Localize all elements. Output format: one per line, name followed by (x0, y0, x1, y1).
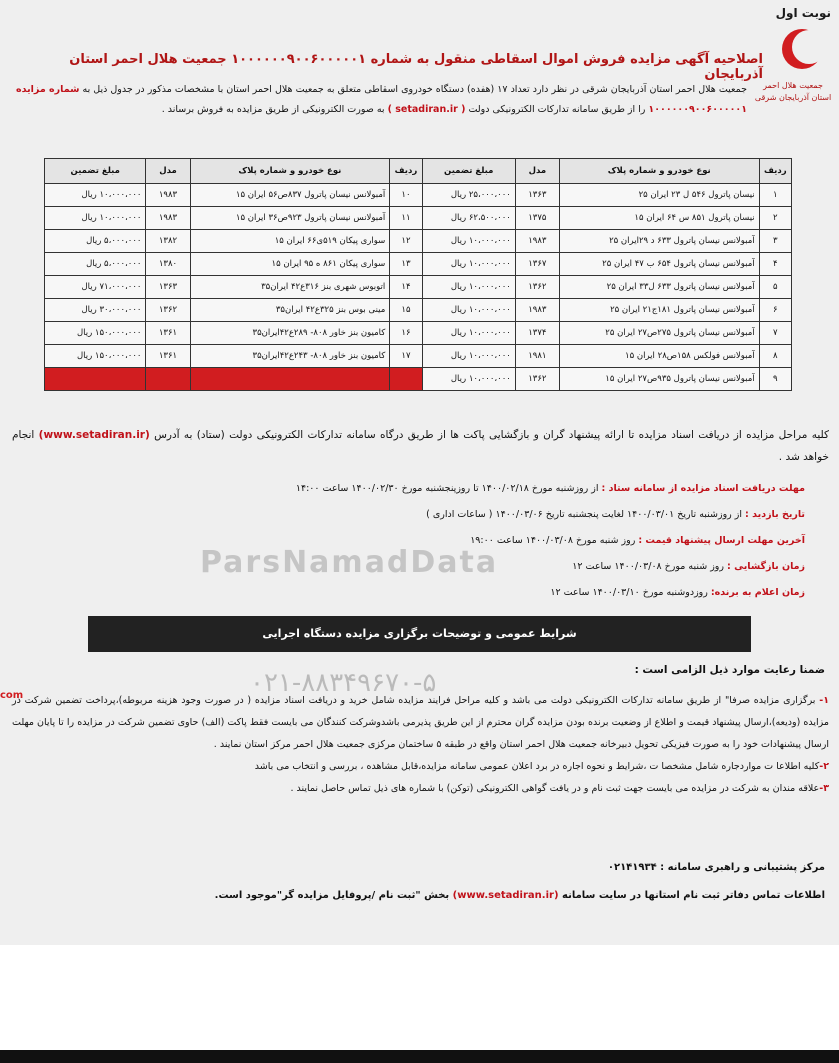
process-site-link[interactable]: (www.setadiran.ir) (38, 429, 150, 441)
footer-contact (215, 890, 825, 901)
vehicle-model: ۱۳۶۱ (146, 345, 190, 368)
footer-text-1: اطلاعات تماس دفاتر ثبت نام استانها در سایت سامانه (562, 890, 825, 901)
schedule-text: روز شنبه مورخ ۱۴۰۰/۰۳/۰۸ ساعت ۱۲ (572, 561, 724, 572)
empty-cell (45, 368, 146, 391)
conditions-banner: شرایط عمومی و توضیحات برگزاری مزایده دستگاه اجرایی (88, 616, 751, 652)
table-header-row (45, 159, 792, 184)
schedule-text: روزدوشنبه مورخ ۱۴۰۰/۰۳/۱۰ ساعت ۱۲ (550, 587, 708, 598)
table-row (45, 184, 792, 207)
schedule-text: از روزشنبه تاریخ ۱۴۰۰/۰۳/۰۱ لغایت پنجشنبه تاریخ ۱۴۰۰/۰۳/۰۶ ( ساعات اداری ) (426, 509, 742, 520)
footer-text-2: بخش "ثبت نام /پروفایل مزایده گر"موجود است. (214, 890, 450, 901)
vehicle-model: ۱۳۶۳ (146, 276, 190, 299)
row-number: ۶ (759, 299, 791, 322)
schedule-label: آخرین مهلت ارسال پیشنهاد قیمت : (638, 535, 805, 546)
red-crescent-logo-icon (771, 26, 833, 72)
setadiran-link[interactable]: ( setadiran.ir ) (387, 104, 466, 115)
row-number: ۱۷ (390, 345, 422, 368)
vehicle-name: نیسان پاترول ۵۴۶ ل ۲۳ ایران ۲۵ (559, 184, 759, 207)
deposit-amount: ۱۰،۰۰۰،۰۰۰ ریال (45, 184, 146, 207)
vehicle-name: آمبولانس نیسان پاترول ۶۵۴ ب ۴۷ ایران ۲۵ (559, 253, 759, 276)
empty-cell (190, 368, 390, 391)
process-paragraph (12, 424, 829, 468)
deposit-amount: ۱۰،۰۰۰،۰۰۰ ریال (422, 230, 515, 253)
vehicle-model: ۱۳۶۲ (515, 368, 559, 391)
deposit-amount: ۱۰،۰۰۰،۰۰۰ ریال (45, 207, 146, 230)
deposit-amount: ۱۰،۰۰۰،۰۰۰ ریال (422, 253, 515, 276)
row-number: ۹ (759, 368, 791, 391)
col-row-2: ردیف (390, 159, 422, 184)
deposit-amount: ۳۰،۰۰۰،۰۰۰ ریال (45, 299, 146, 322)
note-item: ۲-کلیه اطلاعا ت مواردجاره شامل مشخصا ت ،شرایط و نحوه اجاره در برد اعلان عمومی سامانه مزایده،قابل مشاهده ، بررسی و انتخاب می باشد (254, 761, 829, 772)
vehicle-model: ۱۹۸۳ (146, 207, 190, 230)
vehicle-model: ۱۹۸۱ (515, 345, 559, 368)
deposit-amount: ۷۱،۰۰۰،۰۰۰ ریال (45, 276, 146, 299)
vehicle-model: ۱۳۶۳ (515, 184, 559, 207)
insertion-label: نوبت اول (775, 6, 831, 20)
deposit-amount: ۱۰،۰۰۰،۰۰۰ ریال (422, 299, 515, 322)
col-model-1: مدل (515, 159, 559, 184)
col-vehicle-2: نوع خودرو و شماره پلاک (190, 159, 390, 184)
col-model-2: مدل (146, 159, 190, 184)
schedule-text: از روزشنبه مورخ ۱۴۰۰/۰۲/۱۸ تا روزپنجشنبه مورخ ۱۴۰۰/۰۲/۳۰ ساعت ۱۴:۰۰ (295, 483, 599, 494)
vehicle-model: ۱۳۸۲ (146, 230, 190, 253)
watermark-phone: ۰۲۱-۸۸۳۴۹۶۷۰-۵ (250, 668, 437, 698)
row-number: ۱۳ (390, 253, 422, 276)
schedule-label: تاریخ بازدید : (745, 509, 805, 520)
vehicle-name: آمبولانس نیسان پاترول ۲۷۵ص۲۷ ایران ۲۵ (559, 322, 759, 345)
deposit-amount: ۵،۰۰۰،۰۰۰ ریال (45, 230, 146, 253)
row-number: ۷ (759, 322, 791, 345)
schedule-label: مهلت دریافت اسناد مزایده از سامانه ستاد : (601, 483, 805, 494)
empty-cell (146, 368, 190, 391)
vehicle-name: آمبولانس نیسان پاترول ۹۳۵ص۲۷ ایران ۱۵ (559, 368, 759, 391)
vehicle-name: اتوبوس شهری بنز ۳۱۶ع۴۲ ایران۳۵ (190, 276, 390, 299)
vehicle-model: ۱۹۸۳ (146, 184, 190, 207)
vehicle-model: ۱۳۷۴ (515, 322, 559, 345)
vehicle-model: ۱۳۸۰ (146, 253, 190, 276)
table-row (45, 345, 792, 368)
deposit-amount: ۱۰،۰۰۰،۰۰۰ ریال (422, 368, 515, 391)
bottom-bar (0, 1050, 839, 1063)
row-number: ۱ (759, 184, 791, 207)
deposit-amount: ۱۰،۰۰۰،۰۰۰ ریال (422, 345, 515, 368)
table-row (45, 299, 792, 322)
notes-body (12, 690, 829, 800)
row-number: ۱۴ (390, 276, 422, 299)
vehicle-model: ۱۳۶۲ (146, 299, 190, 322)
note-item: ۳-علاقه مندان به شرکت در مزایده می بایست جهت ثبت نام و در یافت گواهی الکترونیکی (توکن) با شماره های ذیل تماس حاصل نمایند . (290, 783, 829, 794)
row-number: ۴ (759, 253, 791, 276)
vehicle-model: ۱۳۷۵ (515, 207, 559, 230)
table-row (45, 322, 792, 345)
auction-number: شماره مزایده ۱۰۰۰۰۰۰۹۰۰۶۰۰۰۰۰۱ (16, 84, 747, 115)
process-end: انجام خواهد شد . (12, 429, 829, 463)
row-number: ۳ (759, 230, 791, 253)
deposit-amount: ۱۵۰،۰۰۰،۰۰۰ ریال (45, 345, 146, 368)
row-number: ۱۰ (390, 184, 422, 207)
vehicle-name: سواری پیکان ۵۱۹ی۶۶ ایران ۱۵ (190, 230, 390, 253)
row-number: ۲ (759, 207, 791, 230)
row-number: ۱۲ (390, 230, 422, 253)
vehicle-name: آمبولانس نیسان پاترول ۶۳۳ د ۲۹ایران ۲۵ (559, 230, 759, 253)
vehicle-name: نیسان پاترول ۸۵۱ س ۶۴ ایران ۱۵ (559, 207, 759, 230)
schedule-label: زمان بازگشایی : (727, 561, 805, 572)
edge-fragment: com (0, 690, 24, 701)
deposit-amount: ۱۵۰،۰۰۰،۰۰۰ ریال (45, 322, 146, 345)
schedule-line (40, 584, 805, 602)
table-row (45, 368, 792, 391)
vehicle-name: سواری پیکان ۸۶۱ ه ۹۵ ایران ۱۵ (190, 253, 390, 276)
table-row (45, 276, 792, 299)
row-number: ۱۱ (390, 207, 422, 230)
note-item: ۱- برگزاری مزایده صرفا" از طریق سامانه تدارکات الکترونیکی دولت می باشد و کلیه مراحل فرایند مزایده شامل خرید و دریافت اسناد مزایده ( در صورت وجود هزینه مربوطه)،پرداخت تضمین شرکت در مزایده (ودیعه)،ارسال پیشنهاد قیمت و اطلاع از وضعیت برنده بودن مزایده گران محترم از این طریق پذیرمی باشدوشرکت کنندگان می بایست فقط پاکت (الف) حاوی تضمین شرکت در مزایده را تا پایان مهلت ارسال پیشنهادات خود را به صورت فیزیکی تحویل دبیرخانه جمعیت هلال احمر استان واقع در طبقه ۵ ساختمان مرکزی جمعیت هلال احمر مرکز استان نمایند . (12, 695, 829, 750)
vehicle-model: ۱۳۶۷ (515, 253, 559, 276)
intro-text-3: به صورت الکترونیکی از طریق مزایده به فروش برساند . (161, 104, 385, 115)
schedule-line (40, 480, 805, 498)
deposit-amount: ۶۲،۵۰۰،۰۰۰ ریال (422, 207, 515, 230)
deposit-amount: ۵،۰۰۰،۰۰۰ ریال (45, 253, 146, 276)
footer-site-link[interactable]: (www.setadiran.ir) (452, 890, 559, 901)
schedule-label: زمان اعلام به برنده: (710, 587, 805, 598)
vehicle-name: آمبولانس فولکس ۱۵۸ص۲۸ ایران ۱۵ (559, 345, 759, 368)
vehicle-name: مینی بوس بنز ۳۲۵ع۴۲ ایران۳۵ (190, 299, 390, 322)
vehicle-model: ۱۳۶۱ (146, 322, 190, 345)
vehicles-table (44, 158, 792, 391)
deposit-amount: ۱۰،۰۰۰،۰۰۰ ریال (422, 276, 515, 299)
col-deposit-1: مبلغ تضمین (422, 159, 515, 184)
vehicle-name: آمبولانس نیسان پاترول ۹۲۳ص۳۶ ایران ۱۵ (190, 207, 390, 230)
vehicle-name: کامیون بنز خاور ۸۰۸- ۲۴۳ع۴۲ایران۳۵ (190, 345, 390, 368)
notes-heading: ضمنا رعایت موارد ذیل الزامی است : (634, 664, 825, 676)
row-number: ۵ (759, 276, 791, 299)
intro-paragraph (16, 80, 747, 120)
intro-text-2: را از طریق سامانه تدارکات الکترونیکی دولت (468, 104, 646, 115)
page-title: اصلاحیه آگهی مزایده فروش اموال اسقاطی منقول به شماره ۱۰۰۰۰۰۰۹۰۰۶۰۰۰۰۰۱ جمعیت هلال احمر استان آذربایجان (69, 52, 763, 82)
row-number: ۱۵ (390, 299, 422, 322)
support-center: مرکز پشتیبانی و راهبری سامانه : ۰۲۱۴۱۹۳۴ (607, 862, 825, 873)
empty-cell (390, 368, 422, 391)
table-row (45, 253, 792, 276)
logo-caption-line-1: جمعیت هلال احمر (763, 81, 823, 90)
row-number: ۸ (759, 345, 791, 368)
col-vehicle-1: نوع خودرو و شماره پلاک (559, 159, 759, 184)
intro-text-1: جمعیت هلال احمر استان آذربایجان شرقی در نظر دارد تعداد ۱۷ (هفده) دستگاه خودروی اسقاطی متعلق به جمعیت هلال احمر استان با مشخصات مذکور در جدول ذیل به (82, 84, 747, 95)
deposit-amount: ۱۰،۰۰۰،۰۰۰ ریال (422, 322, 515, 345)
vehicle-name: آمبولانس نیسان پاترول ۱۸۱ج۲۱ ایران ۲۵ (559, 299, 759, 322)
vehicle-name: آمبولانس نیسان پاترول ۶۳۳ ل۳۳ ایران ۲۵ (559, 276, 759, 299)
table-row (45, 207, 792, 230)
vehicle-model: ۱۹۸۳ (515, 230, 559, 253)
vehicle-name: آمبولانس نیسان پاترول ۸۳۷ص۵۶ ایران ۱۵ (190, 184, 390, 207)
deposit-amount: ۲۵،۰۰۰،۰۰۰ ریال (422, 184, 515, 207)
vehicle-model: ۱۳۶۲ (515, 276, 559, 299)
vehicle-model: ۱۹۸۳ (515, 299, 559, 322)
schedule-line (40, 506, 805, 524)
col-deposit-2: مبلغ تضمین (45, 159, 146, 184)
logo-caption-line-2: استان آذربایجان شرقی (754, 93, 832, 102)
table-row (45, 230, 792, 253)
vehicle-name: کامیون بنز خاور ۸۰۸- ۲۸۹ع۴۲ایران۳۵ (190, 322, 390, 345)
logo-caption (753, 80, 833, 104)
col-row-1: ردیف (759, 159, 791, 184)
watermark-brand: ParsNamadData (200, 545, 499, 580)
schedule-text: روز شنبه مورخ ۱۴۰۰/۰۳/۰۸ ساعت ۱۹:۰۰ (470, 535, 636, 546)
process-text: کلیه مراحل مزایده از دریافت اسناد مزایده تا ارائه پیشنهاد گران و بازگشایی پاکت ها از طریق درگاه سامانه تدارکات الکترونیکی دولت (ستاد) به آدرس (154, 429, 829, 441)
row-number: ۱۶ (390, 322, 422, 345)
